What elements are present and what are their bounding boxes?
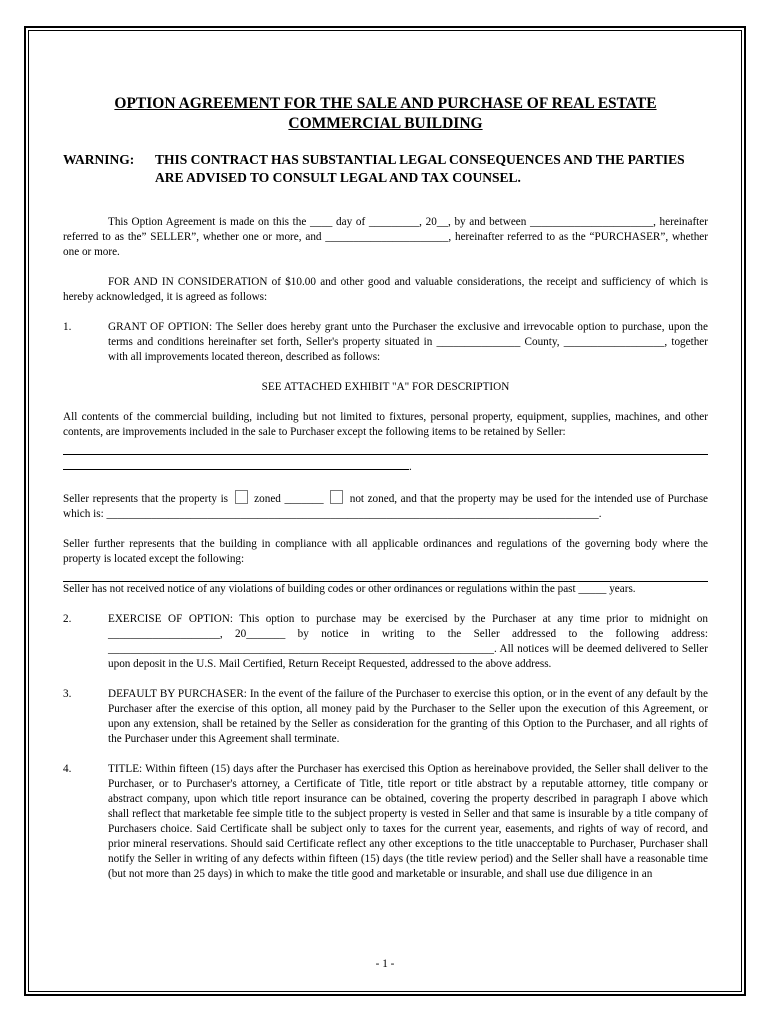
intro-paragraph: This Option Agreement is made on this the ____ day of _________, 20__, by and between ______________________, hereinafter referred to as the” SELLER”, whether one or more, and ______________________, hereinafter referred to as the “PURCHASER”, whether one or more. [63,216,708,258]
section-4-text: TITLE: Within fifteen (15) days after the Purchaser has exercised this Option as hereinabove provided, the Seller shall deliver to the Purchaser, or to Purchaser's attorney, a Certificate of Title, title report or title abstract by a reputable attorney, title company or abstract company, upon which title report insurance can be obtained, covering the property described in paragraph I above which shall reflect that marketable fee simple title to the subject property is vested in Seller and that same is insurable by a title company of Purchasers choice. Said Certificate shall be subject only to taxes for the current year, easements, and rights of way of record, and prior mineral reservations. Should said Certificate reflect any other exceptions to the title unacceptable to Purchaser, Purchaser shall notify the Seller in writing of any defects within fifteen (15) days (the title review period) and the Seller shall have a reasonable time (but not more than 25 days) in which to make the title good and marketable or insurable, and shall use due diligence in an [108,763,708,880]
section-2-number: 2. [63,613,72,625]
zoning-paragraph [63,490,708,522]
section-4-number: 4. [63,763,72,775]
section-2 [63,612,708,672]
exhibit-reference: SEE ATTACHED EXHIBIT "A" FOR DESCRIPTION [261,381,510,393]
zoning-text-c: not zoned, and that the property may be used for the intended use of Purchase which is: ________________________________________________________________________________________. [63,493,709,520]
section-1-text: GRANT OF OPTION: The Seller does hereby grant unto the Purchaser the exclusive and irrevocable option to purchase, upon the terms and conditions hereinafter set forth, Seller's property situated in _______________ County, __________________, together with all improvements located thereon, described as follows: [108,321,708,363]
section-1 [63,320,708,365]
zoning-text-a: Seller represents that the property is [63,493,229,505]
section-4 [63,762,708,882]
contents-paragraph [63,410,708,440]
compliance-paragraph: Seller further represents that the building in compliance with all applicable ordinances and regulations of the governing body where the property is located except the following: [63,538,708,565]
not-zoned-checkbox[interactable] [330,490,343,504]
warning-text: THIS CONTRACT HAS SUBSTANTIAL LEGAL CONSEQUENCES AND THE PARTIES ARE ADVISED TO CONSULT LEGAL AND TAX COUNSEL. [155,152,685,185]
title-line-1: OPTION AGREEMENT FOR THE SALE AND PURCHASE OF REAL ESTATE [114,95,657,112]
contents-text: All contents of the commercial building, including but not limited to fixtures, personal property, equipment, supplies, machines, and other contents, are improvements included in the sale to Purchaser except the following items to be retained by Seller: [63,411,708,438]
document-title [63,94,708,134]
violations-paragraph: Seller has not received notice of any violations of building codes or other ordinances or regulations within the past _____ years. [63,583,636,595]
page-number: - 1 - [375,958,395,970]
warning-block [63,151,708,187]
blank-line-short-rule [63,455,409,470]
document-page [63,94,708,882]
zoned-checkbox[interactable] [235,490,248,504]
section-3 [63,687,708,747]
blank-line [63,440,708,455]
section-1-number: 1. [63,321,72,333]
consideration-paragraph: FOR AND IN CONSIDERATION of $10.00 and other good and valuable considerations, the receipt and sufficiency of which is hereby acknowledged, it is agreed as follows: [63,276,708,303]
blank-line [63,567,708,582]
zoning-text-b: zoned _______ [254,493,324,505]
blank-line-period: . [409,461,412,473]
section-2-text: EXERCISE OF OPTION: This option to purchase may be exercised by the Purchaser at any time prior to midnight on ____________________, 20_______ by notice in writing to the Seller addressed to the following address: _____________________________________________________________________. All notices will be deemed delivered to Seller upon deposit in the U.S. Mail Certified, Return Receipt Requested, addressed to the above address. [108,613,708,670]
section-3-text: DEFAULT BY PURCHASER: In the event of the failure of the Purchaser to exercise this option, or in the event of any default by the Purchaser after the exercise of this option, all money paid by the Purchaser to the Seller upon the execution of this Agreement, or upon any extension, shall be retained by the Seller as consideration for the granting of this Option to the Purchaser, and all rights of the Purchaser under this Agreement shall terminate. [108,688,708,745]
blank-line-short [63,455,708,475]
warning-label: WARNING: [63,152,135,167]
title-line-2: COMMERCIAL BUILDING [288,115,483,132]
section-3-number: 3. [63,688,72,700]
